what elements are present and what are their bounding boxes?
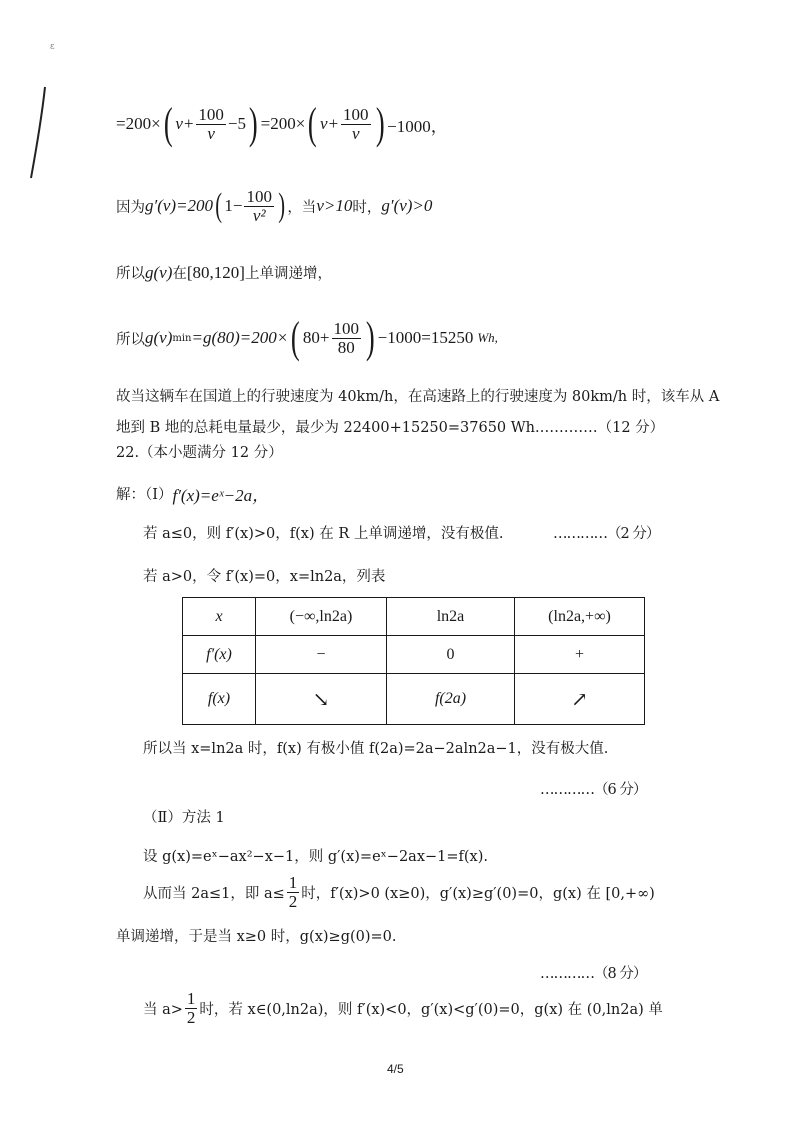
derivation-line-4: 所以 g(v) min =g(80)=200× ( 80+ $\frac{100}{80}$ ) −1000=15250 Wh, [116,313,498,362]
table-row [183,674,645,725]
part2-label: （Ⅱ）方法 1 [143,810,225,826]
table-cell: (−∞,ln2a) [256,598,387,636]
score-8: …………（8 分） [540,966,647,982]
score-2: …………（2 分） [553,526,660,542]
table-cell: (ln2a,+∞) [515,598,645,636]
case-2a-le-1: 从而当 2a≤1，即 a≤ $\frac{1}{2}$ 时，f′(x)>0 (x≥0)，g′(x)≥g′(0)=0，g(x) 在 [0,+∞) [143,873,655,911]
decreasing-arrow-icon: ↘ [256,674,387,725]
table-row [183,636,645,674]
table-cell: − [256,636,387,674]
minimum-conclusion: 所以当 x=ln2a 时，f(x) 有极小值 f(2a)=2a−2aln2a−1，没有极大值. [143,741,609,757]
derivation-line-3: 所以 g(v) 在 [80,120] 上单调递增， [116,262,332,282]
table-cell: f(x) [183,674,256,725]
table-cell: f′(x) [183,636,256,674]
table-cell: f(2a) [387,674,515,725]
table-cell: x [183,598,256,636]
conclusion-line-2: 地到 B 地的总耗电量最少，最少为 22400+15250=37650 Wh.…………（12 分） [116,420,665,436]
solution-part1-line: 解：（Ⅰ） f′(x)=eˣ−2a， [116,486,270,505]
corner-mark: ɛ [50,42,55,52]
define-g: 设 g(x)=eˣ−ax²−x−1，则 g′(x)=eˣ−2ax−1=f(x). [143,849,488,865]
monotonic-conclusion: 单调递增，于是当 x≥0 时，g(x)≥g(0)=0. [116,929,397,945]
page-number: 4/5 [387,1062,404,1076]
margin-pen-stroke [28,85,48,180]
table-cell: + [515,636,645,674]
derivation-line-1: =200× ( v+ $\frac{100}{v}$ −5 ) =200× ( v+ $\frac{100}{v}$ ) −1000， [116,99,448,148]
table-row [183,598,645,636]
conclusion-line-1: 故当这辆车在国道上的行驶速度为 40km/h，在高速路上的行驶速度为 80km/h 时，该车从 A [116,389,720,405]
case-a-gt-half: 当 a> $\frac{1}{2}$ 时，若 x∈(0,ln2a)，则 f′(x)<0，g′(x)<g′(0)=0，g(x) 在 (0,ln2a) 单 [143,989,663,1027]
derivation-line-2: 因为 g′(v)=200 ( 1− $\frac{100}{\text{v²}}$ ) ，当 v>10 时， g′(v)>0 [116,187,433,225]
problem-22-header: 22.（本小题满分 12 分） [116,445,283,461]
table-cell: ln2a [387,598,515,636]
sign-table [182,597,645,725]
case-a-nonpositive: 若 a≤0，则 f′(x)>0，f(x) 在 R 上单调递增，没有极值. [143,526,504,542]
case-a-positive: 若 a>0，令 f′(x)=0，x=ln2a，列表 [143,569,386,585]
increasing-arrow-icon: ↗ [515,674,645,725]
table-cell: 0 [387,636,515,674]
score-6: …………（6 分） [540,782,647,798]
